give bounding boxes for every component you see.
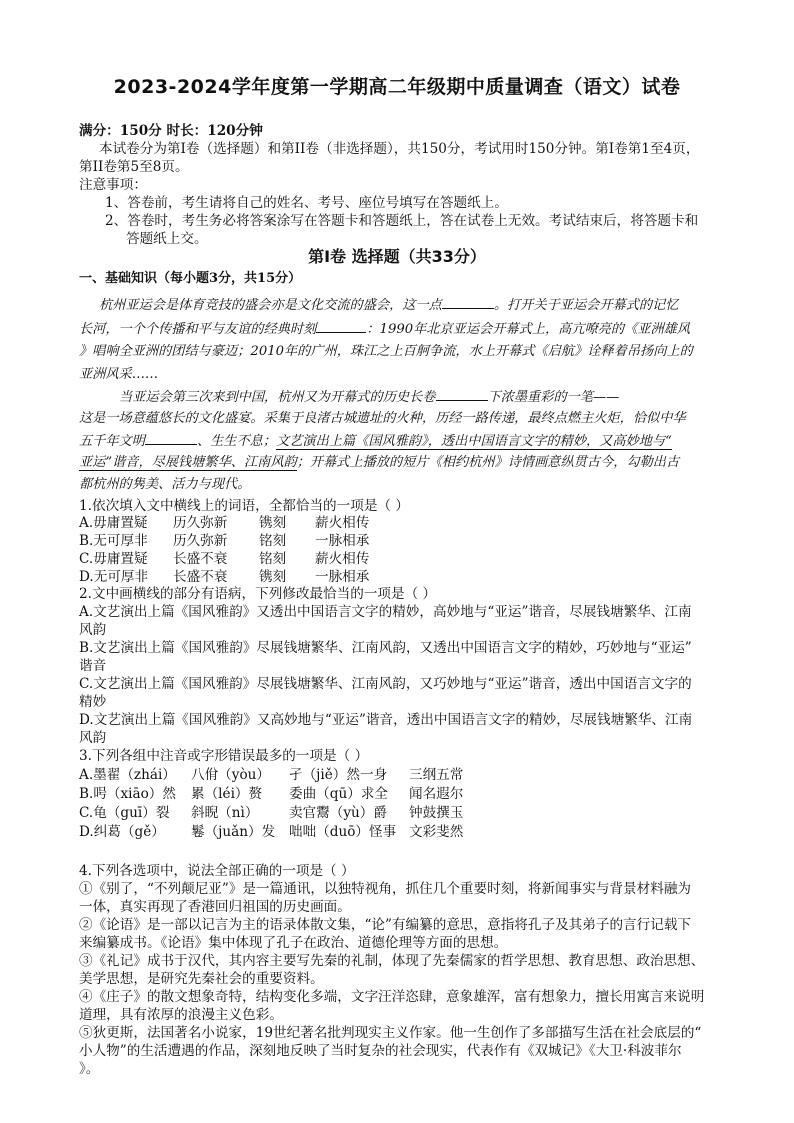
q1-option-a[interactable]: A.毋庸置疑 历久弥新 镌刻 薪火相传 bbox=[79, 515, 370, 531]
notice-item-1: 1、答卷前，考生请将自己的姓名、考号、座位号填写在答题纸上。 bbox=[105, 195, 508, 211]
notice-item-2-cont: 答题纸上交。 bbox=[126, 231, 208, 247]
intro-line-2: 第II卷第5至8页。 bbox=[79, 159, 189, 175]
q4-stem: 4.下列各选项中，说法全部正确的一项是（ ） bbox=[79, 863, 355, 879]
passage-line: 长河，一个个传播和平与友谊的经典时刻 ：1990年北京亚运会开幕式上，高亢嘹亮的《亚洲雄风 bbox=[79, 322, 691, 337]
q4-item-4-cont: 道理，具有浓厚的浪漫主义色彩。 bbox=[79, 1007, 283, 1023]
q4-item-3: ③《礼记》成书于汉代，其内容主要写先秦的礼制，体现了先秦儒家的哲学思想、教育思想、政治思想、 bbox=[79, 953, 705, 969]
passage-line: 》唱响全亚洲的团结与豪迈；2010年的广州，珠江之上百舸争流，水上开幕式《启航》诠释着吊扬向上的 bbox=[79, 344, 693, 359]
passage-line: 当亚运会第三次来到中国，杭州又为开幕式的历史长卷 下浓墨重彩的一笔—— bbox=[119, 390, 620, 405]
section-title: 第I卷 选择题（共33分） bbox=[308, 247, 486, 266]
q2-option-d-cont: 风韵 bbox=[79, 730, 107, 746]
q4-item-5: ⑤狄更斯，法国著名小说家，19世纪著名批判现实主义作家。他一生创作了多部描写生活在社会底层的“ bbox=[79, 1025, 702, 1041]
q2-option-a[interactable]: A.文艺演出上篇《国风雅韵》又透出中国语言文字的精妙，高妙地与“亚运”谐音，尽展钱塘繁华、江南 bbox=[79, 604, 692, 620]
part-heading: 一、基础知识（每小题3分，共15分） bbox=[79, 271, 302, 286]
q2-option-b[interactable]: B.文艺演出上篇《国风雅韵》尽展钱塘繁华、江南风韵，又透出中国语言文字的精妙，巧妙地与“亚运” bbox=[79, 640, 692, 656]
q2-option-c-cont: 精妙 bbox=[79, 694, 107, 710]
q3-option-d[interactable]: D.纠葛（gě） 鬈（juǎn）发 咄咄（duō）怪事 文彩斐然 bbox=[79, 824, 464, 840]
q3-stem: 3.下列各组中注音或字形错误最多的一项是（ ） bbox=[79, 748, 369, 764]
notice-item-2: 2、答卷时，考生务必将答案涂写在答题卡和答题纸上，答在试卷上无效。考试结束后，将答题卡和 bbox=[105, 213, 699, 229]
passage-line: 亚洲风采…… bbox=[79, 367, 159, 382]
q1-option-d[interactable]: D.无可厚非 长盛不衰 镌刻 一脉相承 bbox=[79, 569, 370, 585]
q4-item-3-cont: 美学思想，是研究先秦社会的重要资料。 bbox=[79, 971, 324, 987]
q4-item-1: ①《别了，“不列颠尼亚”》是一篇通讯，以独特视角，抓住几个重要时刻，将新闻事实与背景材料融为 bbox=[79, 881, 692, 897]
q4-item-5-cont: 小人物”的生活遭遇的作品，深刻地反映了当时复杂的社会现实，代表作有《双城记》《大卫·科波菲尔 bbox=[79, 1043, 682, 1059]
q2-stem: 2.文中画横线的部分有语病，下列修改最恰当的一项是（ ） bbox=[79, 586, 437, 602]
q4-item-2-cont: 来编纂成书。《论语》集中体现了孔子在政治、道德伦理等方面的思想。 bbox=[79, 935, 508, 951]
q1-option-c[interactable]: C.毋庸置疑 长盛不衰 铭刻 薪火相传 bbox=[79, 551, 370, 567]
q1-option-b[interactable]: B.无可厚非 历久弥新 铭刻 一脉相承 bbox=[79, 533, 370, 549]
score-time: 满分：150分 时长：120分钟 bbox=[79, 123, 263, 139]
notice-label: 注意事项： bbox=[79, 177, 147, 193]
passage-line: 亚运”谐音，尽展钱塘繁华、江南风韵；开幕式上播放的短片《相约杭州》诗情画意纵贯古今，勾勒出古 bbox=[79, 455, 680, 470]
passage-line: 五千年文明 、生生不息；文艺演出上篇《国风雅韵》，透出中国语言文字的精妙，又高妙地与“ bbox=[79, 434, 672, 449]
underlined-sentence: 文艺演出上篇《国风雅韵》，透出中国语言文字的精妙，又高妙地与“ bbox=[276, 434, 672, 449]
q2-option-b-cont: 谐音 bbox=[79, 658, 107, 674]
passage-line: 这是一场意蕴悠长的文化盛宴。采集于良渚古城遗址的火种，历经一路传递，最终点燃主火炬，恰似中华 bbox=[79, 411, 686, 426]
q2-option-a-cont: 风韵 bbox=[79, 622, 107, 638]
q4-item-2: ②《论语》是一部以记言为主的语录体散文集，“论”有编纂的意思，意指将孔子及其弟子的言行记载下 bbox=[79, 917, 692, 933]
q4-item-1-cont: 一体，真实再现了香港回归祖国的历史画面。 bbox=[79, 899, 351, 915]
q4-item-5-end: 》。 bbox=[79, 1061, 100, 1077]
q2-option-d[interactable]: D.文艺演出上篇《国风雅韵》又高妙地与“亚运”谐音，透出中国语言文字的精妙，尽展钱塘繁华、江南 bbox=[79, 712, 693, 728]
q3-option-a[interactable]: A.墨翟（zhái） 八佾（yòu） 孑（jiě）然一身 三纲五常 bbox=[79, 767, 464, 783]
q3-option-b[interactable]: B.呺（xiāo）然 累（léi）赘 委曲（qū）求全 闻名遐尔 bbox=[79, 786, 464, 802]
q2-option-c[interactable]: C.文艺演出上篇《国风雅韵》尽展钱塘繁华、江南风韵，又巧妙地与“亚运”谐音，透出中国语言文字的 bbox=[79, 676, 692, 692]
underlined-sentence: 亚运”谐音，尽展钱塘繁华、江南风韵 bbox=[79, 455, 297, 470]
passage-line: 都杭州的隽美、活力与现代。 bbox=[79, 477, 251, 492]
q1-stem: 1.依次填入文中横线上的词语，全都恰当的一项是（ ） bbox=[79, 498, 409, 514]
q4-item-4: ④《庄子》的散文想象奇特，结构变化多端，文字汪洋恣肆，意象雄浑，富有想象力，擅长用寓言来说明 bbox=[79, 989, 705, 1005]
q3-option-c[interactable]: C.龟（guī）裂 斜睨（nì） 卖官鬻（yù）爵 钟鼓撰玉 bbox=[79, 805, 464, 821]
exam-title: 2023-2024学年度第一学期高二年级期中质量调查（语文）试卷 bbox=[113, 76, 681, 98]
passage-line: 杭州亚运会是体育竞技的盛会亦是文化交流的盛会，这一点 。打开关于亚运会开幕式的记忆 bbox=[99, 298, 679, 313]
intro-line-1: 本试卷分为第I卷（选择题）和第II卷（非选择题），共150分，考试用时150分钟。第I卷第1至4页， bbox=[99, 141, 700, 157]
